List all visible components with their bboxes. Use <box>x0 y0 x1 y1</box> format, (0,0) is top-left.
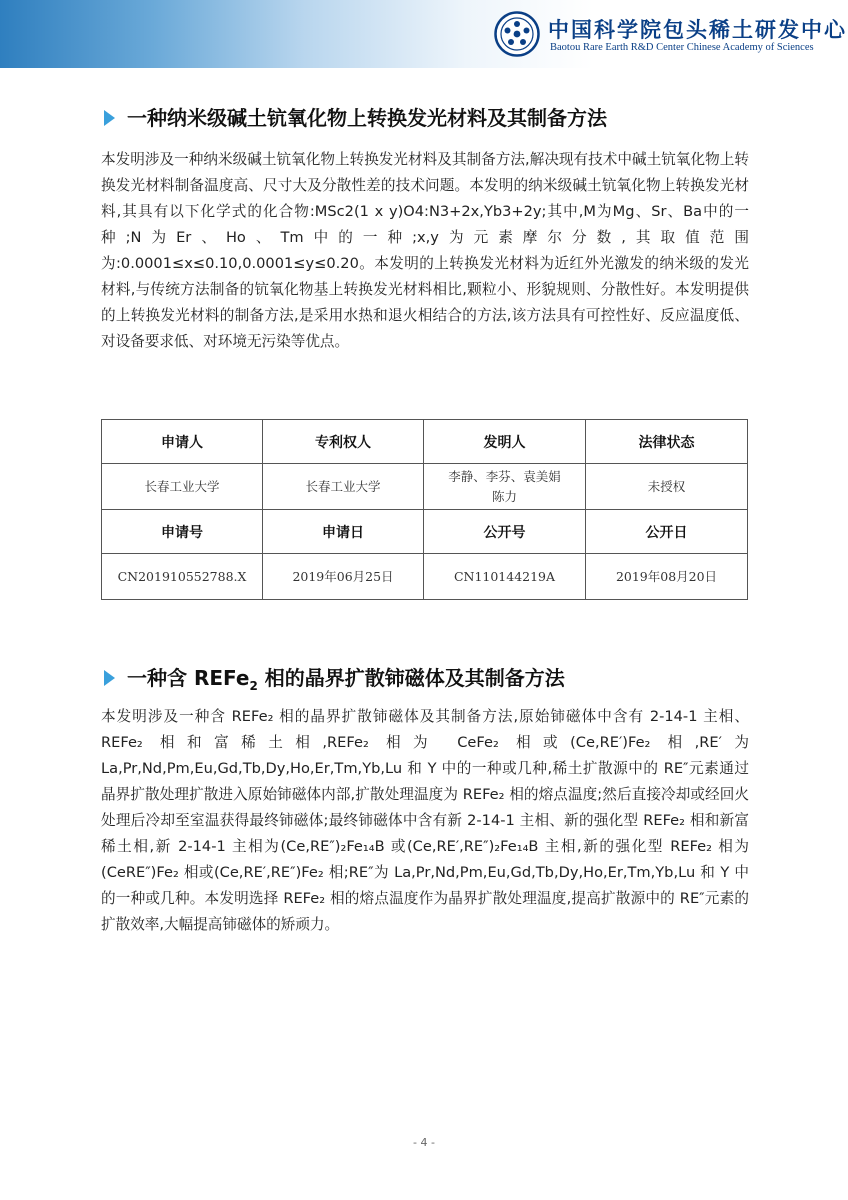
section-2-title-before: 一种含 REFe <box>127 666 250 690</box>
section-2-title-sub: 2 <box>249 679 258 693</box>
table-cell-publication-number: CN110144219A <box>424 554 586 600</box>
section-1-abstract: 本发明涉及一种纳米级碱土钪氧化物上转换发光材料及其制备方法,解决现有技术中碱土钪氧化物上转换发光材料制备温度高、尺寸大及分散性差的技术问题。本发明的纳米级碱土钪氧化物上转换发光材料,其具有以下化学式的化合物:MSc2(1 x y)O4:N3+2x,Yb3+2y;其中,M为Mg、Sr、Ba中的一种;N为Er、Ho、Tm中的一种;x,y为元素摩尔分数,其取值范围为:0.0001≤x≤0.10,0.0001≤y≤0.20。本发明的上转换发光材料为近红外光激发的纳米级的发光材料,与传统方法制备的钪氧化物基上转换发光材料相比,颗粒小、形貌规则、分散性好。本发明提供的上转换发光材料的制备方法,是采用水热和退火相结合的方法,该方法具有可控性好、反应温度低、对设备要求低、对环境无污染等优点。 <box>101 151 749 350</box>
table-row <box>102 554 748 600</box>
section-1-title <box>104 102 607 131</box>
org-name-en: Baotou Rare Earth R&D Center Chinese Academy of Sciences <box>550 42 814 53</box>
section-2-title <box>104 662 565 693</box>
table-cell-application-number: CN201910552788.X <box>102 554 263 600</box>
patent-info-table <box>101 419 748 600</box>
table-row <box>102 464 748 510</box>
table-cell-inventor <box>424 464 586 510</box>
table-header-publication-number: 公开号 <box>424 510 586 554</box>
table-cell-legal-status: 未授权 <box>586 464 748 510</box>
section-2-title-after: 相的晶界扩散铈磁体及其制备方法 <box>257 666 565 690</box>
table-cell-publication-date: 2019年08月20日 <box>586 554 748 600</box>
table-header-applicant: 申请人 <box>102 420 263 464</box>
table-cell-patentee: 长春工业大学 <box>263 464 424 510</box>
page-number: - 4 - <box>413 1136 435 1149</box>
table-header-application-date: 申请日 <box>263 510 424 554</box>
inventor-line-1: 李静、李芬、袁美娟 <box>448 468 561 484</box>
table-header-legal-status: 法律状态 <box>586 420 748 464</box>
table-cell-application-date: 2019年06月25日 <box>263 554 424 600</box>
triangle-bullet-icon <box>104 670 115 686</box>
table-cell-applicant: 长春工业大学 <box>102 464 263 510</box>
table-header-inventor: 发明人 <box>424 420 586 464</box>
org-name-cn: 中国科学院包头稀土研发中心 <box>548 17 847 42</box>
section-1-title-text: 一种纳米级碱土钪氧化物上转换发光材料及其制备方法 <box>127 106 607 130</box>
table-header-application-number: 申请号 <box>102 510 263 554</box>
cas-logo-icon <box>494 11 540 57</box>
table-row <box>102 420 748 464</box>
inventor-line-2: 陈力 <box>491 488 517 504</box>
table-row <box>102 510 748 554</box>
triangle-bullet-icon <box>104 110 115 126</box>
table-header-patentee: 专利权人 <box>263 420 424 464</box>
table-header-publication-date: 公开日 <box>586 510 748 554</box>
section-2-abstract: 本发明涉及一种含 REFe₂ 相的晶界扩散铈磁体及其制备方法,原始铈磁体中含有 2-14-1 主相、REFe₂ 相和富稀土相,REFe₂ 相为 CeFe₂ 相或(Ce,RE′)Fe₂ 相,RE′为 La,Pr,Nd,Pm,Eu,Gd,Tb,Dy,Ho,Er,Tm,Yb,Lu 和 Y 中的一种或几种,稀土扩散源中的 RE″元素通过晶界扩散处理扩散进入原始铈磁体内部,扩散处理温度为 REFe₂ 相的熔点温度;然后直接冷却或经回火处理后冷却至室温获得最终铈磁体;最终铈磁体中含有新 2-14-1 主相、新的强化型 REFe₂ 相和新富稀土相,新 2-14-1 主相为(Ce,RE″)₂Fe₁₄B 或(Ce,RE′,RE″)₂Fe₁₄B 主相,新的强化型 REFe₂ 相为(CeRE″)Fe₂ 相或(Ce,RE′,RE″)Fe₂ 相;RE″为 La,Pr,Nd,Pm,Eu,Gd,Tb,Dy,Ho,Er,Tm,Yb,Lu 和 Y 中的一种或几种。本发明选择 REFe₂ 相的熔点温度作为晶界扩散处理温度,提高扩散源中的 RE″元素的扩散效率,大幅提高铈磁体的矫顽力。 <box>101 708 749 933</box>
